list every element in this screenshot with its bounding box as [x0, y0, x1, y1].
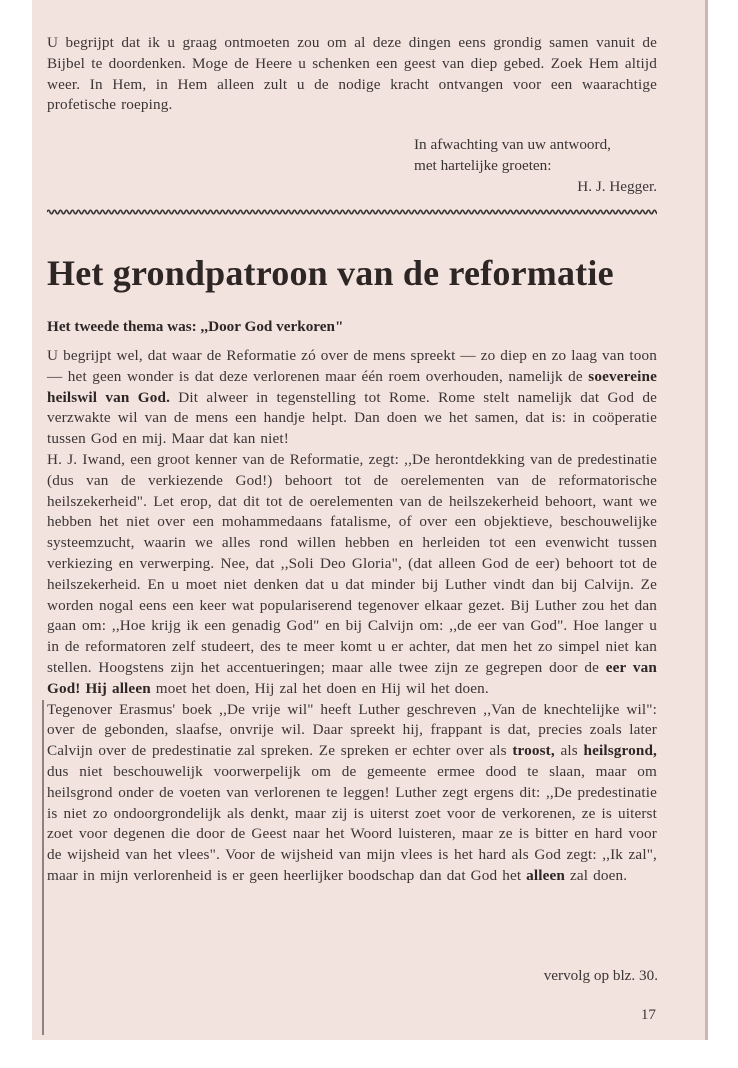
page-edge: [705, 0, 708, 1040]
article-paragraph-3: Tegenover Erasmus' boek ,,De vrije wil" heeft Luther geschreven ,,Van de knechtelijke wil": over de gebonden, slaafse, onvrije wil. Daar spreekt hij, frappant is dat, precies zoals later Calvijn over de predestinatie zal spreken. Ze spreken er echter over als troost, als heilsgrond, dus niet beschouwelijk voorwerpelijk om de gemeente ermee dood te slaan, maar om heilsgrond onder de voeten van verlorenen te leggen! Luther zegt ergens dit: ,,De predestinatie is niet zo ondoorgrondelijk als denkt, maar zij is uiterst zoet voor de verkorenen, ze is uiterst zoet voor degenen die door de Geest naar het Woord luisteren, maar ze is bitter en hard voor de wijsheid van het vlees". Voor de wijsheid van mijn vlees is het hard als God zegt: ,,Ik zal", maar in mijn verlorenheid is er geen heerlijker boodschap dan dat God het alleen zal doen.: [47, 700, 657, 884]
page-number: 17: [640, 1006, 656, 1023]
bold-phrase: heilsgrond,: [583, 742, 657, 760]
letter-closing: [414, 135, 657, 197]
continued-note: vervolg op blz. 30.: [543, 967, 658, 984]
article-paragraph-1: U begrijpt wel, dat waar de Reformatie zó over de mens spreekt — zo diep en zo laag van toon — het geen wonder is dat deze verlorenen maar één roem overhouden, namelijk de soevereine heilswil van God. Dit alweer in tegenstelling tot Rome. Rome stelt namelijk dat God de verzwakte wil van de mens een handje helpt. Dan doen we het samen, dat is: in coöperatie tussen God en mij. Maar dat kan niet!: [47, 347, 658, 448]
bold-phrase: troost,: [512, 742, 555, 760]
closing-line-2: met hartelijke groeten:: [414, 156, 552, 174]
article-subtitle: Het tweede thema was: ,,Door God verkoren": [47, 318, 344, 335]
bold-phrase: soevereine heilswil van God.: [47, 367, 657, 406]
wavy-divider: [47, 206, 657, 218]
bold-phrase: eer van God! Hij alleen: [47, 658, 657, 697]
signature: H. J. Hegger.: [577, 177, 657, 195]
closing-line-1: In afwachting van uw antwoord,: [414, 136, 611, 153]
article-body: [47, 346, 657, 887]
article-title: Het grondpatroon van de reformatie: [47, 253, 614, 293]
intro-paragraph: U begrijpt dat ik u graag ontmoeten zou om al deze dingen eens grondig samen vanuit de Bijbel te doordenken. Moge de Heere u schenken een geest van diep gebed. Zoek Hem altijd weer. In Hem, in Hem alleen zult u de nodige kracht ontvangen voor een waarachtige profetische roeping.: [47, 34, 657, 114]
bold-phrase: alleen: [526, 866, 566, 884]
binding-margin-line: [42, 700, 44, 1035]
article-paragraph-2: H. J. Iwand, een groot kenner van de Reformatie, zegt: ,,De herontdekking van de predestinatie (dus van de verkiezende God!) behoort tot de oerelementen van de reformatorische heilszekerheid". Let erop, dat dit tot de oerelementen van de heilszekerheid behoort, want we hebben het niet over een mohammedaans fatalisme, of over een objektieve, beschouwelijke systeemzucht, waarin we alles rond willen hebben en herleiden tot een evenwicht tussen verkiezing en verwerping. Nee, dat ,,Soli Deo Gloria", (dat alleen God de eer) behoort tot de heilszekerheid. En u moet niet denken dat u dat minder bij Luther vindt dan bij Calvijn. Ze worden nogal eens een keer wat populariserend tegenover elkaar gezet. Bij Luther zou het dan gaan om: ,,Hoe krijg ik een genadig God" en bij Calvijn om: ,,de eer van God". Hoe langer u in de reformatoren zelf studeert, des te meer komt u er achter, dat men het zo simpel niet kan stellen. Hoogstens zijn het accentueringen; maar alle twee zijn ze gegrepen door de eer van God! Hij alleen moet het doen, Hij zal het doen en Hij wil het doen.: [47, 450, 657, 697]
